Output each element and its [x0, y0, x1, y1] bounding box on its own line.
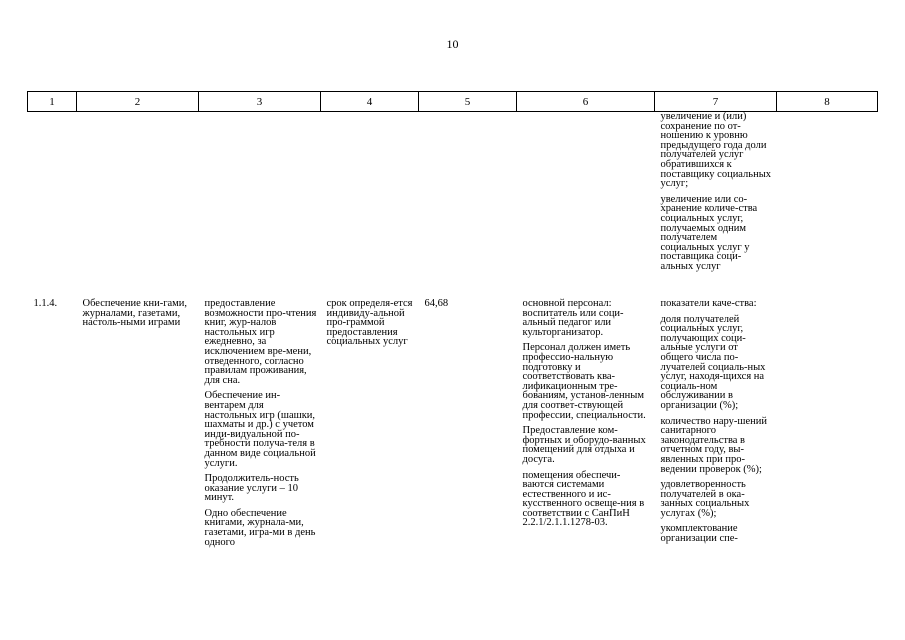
- column-number-header: [28, 92, 878, 112]
- quality-indicators: [655, 299, 777, 547]
- service-name: Обеспечение кни-гами, журналами, газетами, настоль-ными играми: [82, 298, 188, 329]
- col-header-8: 8: [777, 92, 878, 112]
- service-term: срок определя-ется индивиду-альной про-граммой предоставления социальных услуг: [326, 298, 413, 348]
- indicator-paragraph: показатели каче-ства:: [660, 298, 757, 309]
- service-tariff: 64,68: [424, 298, 449, 309]
- page-number: 10: [446, 37, 459, 51]
- col-header-7: 7: [655, 92, 777, 112]
- service-row-1-1-4: [28, 299, 878, 547]
- col-header-2: 2: [77, 92, 199, 112]
- conditions-paragraph: основной персонал: воспитатель или соци-альный педагог или культорганизатор.: [522, 298, 624, 338]
- indicator-paragraph: увеличение и (или) сохранение по от-ношению к уровню предыдущего года доли получателей услуг обратившихся к поставщику социальных услуг;: [660, 111, 772, 190]
- service-description: [199, 299, 321, 547]
- description-paragraph: Одно обеспечение книгами, журнала-ми, газетами, игра-ми в день одного: [204, 507, 316, 548]
- conditions-paragraph: Персонал должен иметь профессио-нальную подготовку и соответствовать ква-лификационным тре-бованиям, установ-ленным для соответ-ствующей профессии, специальности.: [522, 342, 646, 421]
- col-header-1: 1: [28, 92, 77, 112]
- column-8-cell: [777, 299, 878, 547]
- quality-indicators-continued: [655, 112, 777, 300]
- service-code: 1.1.4.: [33, 298, 58, 309]
- col-header-6: 6: [517, 92, 655, 112]
- description-paragraph: предоставление возможности про-чтения книг, жур-налов настольных игр ежедневно, за исключением вре-мени, отведенного, согласно правилам проживания, для сна.: [204, 298, 317, 386]
- conditions-paragraph: помещения обеспечи-ваются системами естественного и ис-кусственного освеще-ния в соответствии с СанПиН 2.2.1/2.1.1.1278-03.: [522, 469, 645, 529]
- col-header-4: 4: [321, 92, 419, 112]
- indicator-paragraph: количество нару-шений санитарного законодательства в отчетном году, вы-явленных при про-ведении проверок (%);: [660, 415, 767, 475]
- indicator-paragraph: увеличение или со-хранение количе-ства социальных услуг, получаемых одним получателем социальных услуг у поставщика соци-альных услуг: [660, 193, 758, 272]
- indicator-paragraph: доля получателей социальных услуг, получающих соци-альные услуги от общего числа по-лучателей социаль-ных услуг, находя-щихся на социаль-ном обслуживании в организации (%);: [660, 313, 766, 411]
- col-header-5: 5: [419, 92, 517, 112]
- service-conditions: [517, 299, 655, 547]
- conditions-paragraph: Предоставление ком-фортных и оборудо-ванных помещений для отдыха и досуга.: [522, 425, 646, 465]
- continuation-row: [28, 112, 878, 300]
- description-paragraph: Обеспечение ин-вентарем для настольных игр (шашки, шахматы и др.) с учетом инди-видуальной по-требности получа-теля в данном виде социальной услуги.: [204, 390, 316, 469]
- indicator-paragraph: удовлетворенность получателей в ока-занных социальных услугах (%);: [660, 479, 750, 519]
- services-table: [27, 91, 878, 547]
- description-paragraph: Продолжитель-ность оказание услуги – 10 минут.: [204, 473, 299, 504]
- col-header-3: 3: [199, 92, 321, 112]
- indicator-paragraph: укомплектование организации спе-: [660, 523, 738, 545]
